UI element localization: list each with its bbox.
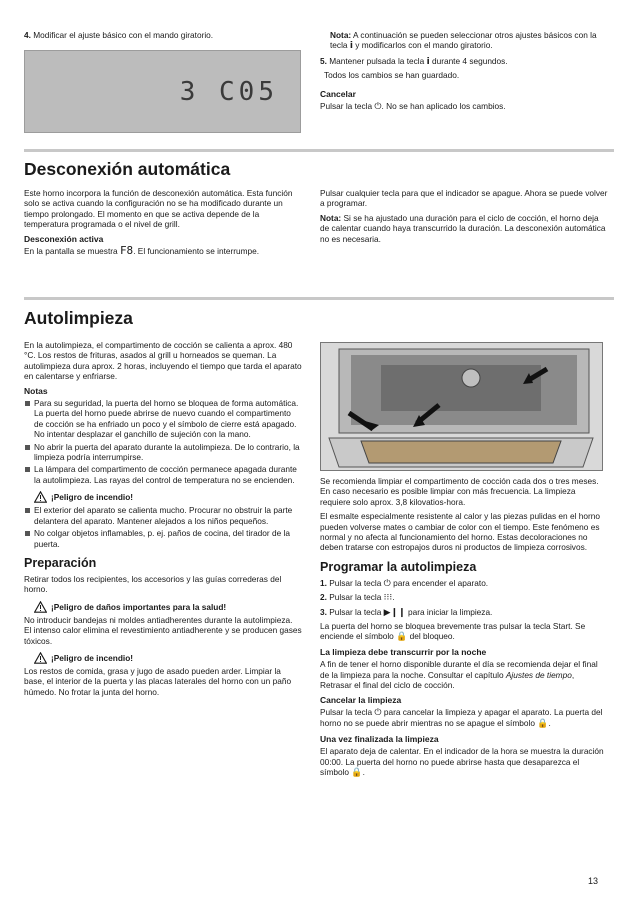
grid-key-icon: ⁝⁝⁝: [383, 593, 393, 604]
list-item: Para su seguridad, la puerta del horno se bloquea de forma automática. La puerta del horno puede abrirse de nuevo cuando el compartimento de cocción se ha enfriado un poco y el símbolo de cierre está apagado. No intentar desplazar el ganchillo de sujeción con la mano.: [24, 398, 302, 440]
active-heading: Desconexión activa: [24, 233, 104, 244]
cancel-heading: Cancelar: [320, 88, 356, 99]
note-settings: Nota: A continuación se pueden seleccionar otros ajustes básicos con la tecla i y modificarlos con el mando giratorio.: [330, 30, 597, 52]
selfclean-right-p2: El esmalte especialmente resistente al calor y las piezas pulidas en el horno pueden volverse mates o cambiar de color con el tiempo. Este fenómeno es normal y no afecta al funcionamiento del horno. Estas decoloraciones no deben tratarse con estropajos duros ni productos de limpieza corrosivos.: [320, 511, 600, 553]
section-rule: [24, 297, 614, 300]
auto-off-note: Nota: Si se ha ajustado una duración para el ciclo de cocción, el horno deja de calentar cuando haya transcurrido la duración. La desconexión automática no es necesaria.: [320, 212, 606, 244]
info-key-icon: i: [349, 41, 353, 52]
program-after: La puerta del horno se bloquea brevemente tras pulsar la tecla Start. Se enciende el símbolo 🔒 del bloqueo.: [320, 621, 586, 643]
active-text: En la pantalla se muestra F8. El funcionamiento se interrumpe.: [24, 244, 260, 258]
saved-text: Todos los cambios se han guardado.: [324, 70, 460, 81]
notes-list: [24, 398, 302, 485]
fire-warning-2: ¡Peligro de incendio!: [24, 652, 302, 664]
display-readout: 3 C05: [179, 77, 278, 107]
section-title-selfclean: Autolimpieza: [24, 308, 133, 328]
selfclean-right: [320, 476, 605, 782]
lock-icon: 🔒: [351, 767, 363, 778]
prep-title: Preparación: [24, 555, 97, 570]
info-key-icon: i: [426, 56, 430, 67]
program-title: Programar la autolimpieza: [320, 559, 477, 574]
list-item: No abrir la puerta del aparato durante la autolimpieza. De lo contrario, la limpieza podría interrumpirse.: [24, 442, 302, 463]
auto-off-intro: Este horno incorpora la función de desconexión automática. Esta función solo se activa cuando la configuración no se ha modificado durante un tiempo prolongado. El momento en que se activa depende de la temperatura programada o el nivel de grill.: [24, 188, 293, 230]
step-4: 4. Modificar el ajuste básico con el mando giratorio.: [24, 30, 214, 40]
selfclean-right-p1: Se recomienda limpiar el compartimento de cocción cada dos o tres meses. En caso necesario es posible limpiar con más frecuencia. La limpieza requiere solo aprox. 3,8 kilovatios-hora.: [320, 476, 599, 507]
prep-text: Retirar todos los recipientes, los accesorios y las guías correderas del horno.: [24, 573, 282, 595]
program-step-3: 3. Pulsar la tecla ▶❙❙ para iniciar la limpieza.: [320, 606, 493, 618]
list-item: La lámpara del compartimento de cocción permanece apagada durante la autolimpieza. Las rayas del control de temperatura no se encienden.: [24, 464, 302, 485]
cancel-clean-text: Pulsar la tecla ⏻ para cancelar la limpieza y apagar el aparato. La puerta del horno no se puede abrir mientras no se apague el símbolo 🔒.: [320, 706, 603, 730]
auto-off-right: [320, 188, 610, 248]
cancel-clean-heading: Cancelar la limpieza: [320, 694, 402, 705]
fire-text-2: Los restos de comida, grasa y jugo de asado pueden arder. Limpiar la base, el interior de la puerta y las placas laterales del horno con un paño húmedo. No frotar la junta del horno.: [24, 665, 292, 697]
health-warning: ¡Peligro de daños importantes para la salud!: [24, 601, 302, 613]
fire-list: [24, 505, 302, 549]
fire-warning: ¡Peligro de incendio!: [24, 491, 302, 503]
top-right-column: [320, 30, 610, 116]
warning-triangle-icon: [34, 652, 47, 664]
f8-code: F8: [119, 244, 134, 258]
oven-interior-photo: [320, 342, 603, 471]
start-pause-icon: ▶❙❙: [383, 607, 406, 618]
health-text: No introducir bandejas ni moldes antiadherentes durante la autolimpieza. El intenso calor elimina el revestimiento antiadherente y se producen gases tóxicos.: [24, 614, 302, 646]
power-icon: ⏻: [374, 102, 382, 113]
finished-heading: Una vez finalizada la limpieza: [320, 733, 439, 744]
program-step-2: 2. Pulsar la tecla ⁝⁝⁝.: [320, 592, 395, 604]
section-rule: [24, 149, 614, 152]
notes-heading: Notas: [24, 385, 48, 396]
program-step-1: 1. Pulsar la tecla ⏻ para encender el aparato.: [320, 577, 489, 589]
list-item: El exterior del aparato se calienta mucho. Procurar no obstruir la parte delantera del aparato. Mantener alejados a los niños pequeños.: [24, 505, 302, 526]
list-item: No colgar objetos inflamables, p. ej. paños de cocina, del tirador de la puerta.: [24, 528, 302, 549]
section-title-auto-off: Desconexión automática: [24, 159, 231, 179]
selfclean-intro: En la autolimpieza, el compartimento de cocción se calienta a aprox. 480 °C. Los restos de frituras, asados al grill u horneados se queman. La autolimpieza dura aprox. 2 horas, incluyendo el tiempo que tarda el aparato en calentarse y enfriarse.: [24, 340, 302, 382]
lock-icon: 🔒: [537, 719, 549, 730]
warning-triangle-icon: [34, 491, 47, 503]
power-icon: ⏻: [374, 707, 382, 718]
auto-off-left: [24, 188, 302, 260]
auto-off-right-p1: Pulsar cualquier tecla para que el indicador se apague. Ahora se puede volver a programar.: [320, 188, 608, 209]
warning-triangle-icon: [34, 601, 47, 613]
power-icon: ⏻: [383, 578, 391, 589]
oven-illustration: [321, 343, 602, 470]
step-5: 5. Mantener pulsada la tecla i durante 4 segundos.: [320, 55, 508, 67]
oven-display-image: [24, 50, 301, 133]
cancel-text: Pulsar la tecla ⏻. No se han aplicado los cambios.: [320, 101, 506, 113]
top-left-column: [24, 30, 302, 43]
lock-icon: 🔒: [396, 632, 408, 643]
night-heading: La limpieza debe transcurrir por la noche: [320, 646, 487, 657]
page-number: 13: [588, 876, 599, 886]
finished-text: El aparato deja de calentar. En el indicador de la hora se muestra la duración 00:00. La puerta del horno no puede abrirse hasta que desaparezca el símbolo 🔒.: [320, 746, 604, 778]
night-text: A fin de tener el horno disponible durante el día se recomienda dejar el final de la limpieza para la noche. Consultar el capítulo Ajustes de tiempo, Retrasar el final del ciclo de cocción.: [320, 659, 598, 691]
selfclean-left: [24, 340, 302, 701]
